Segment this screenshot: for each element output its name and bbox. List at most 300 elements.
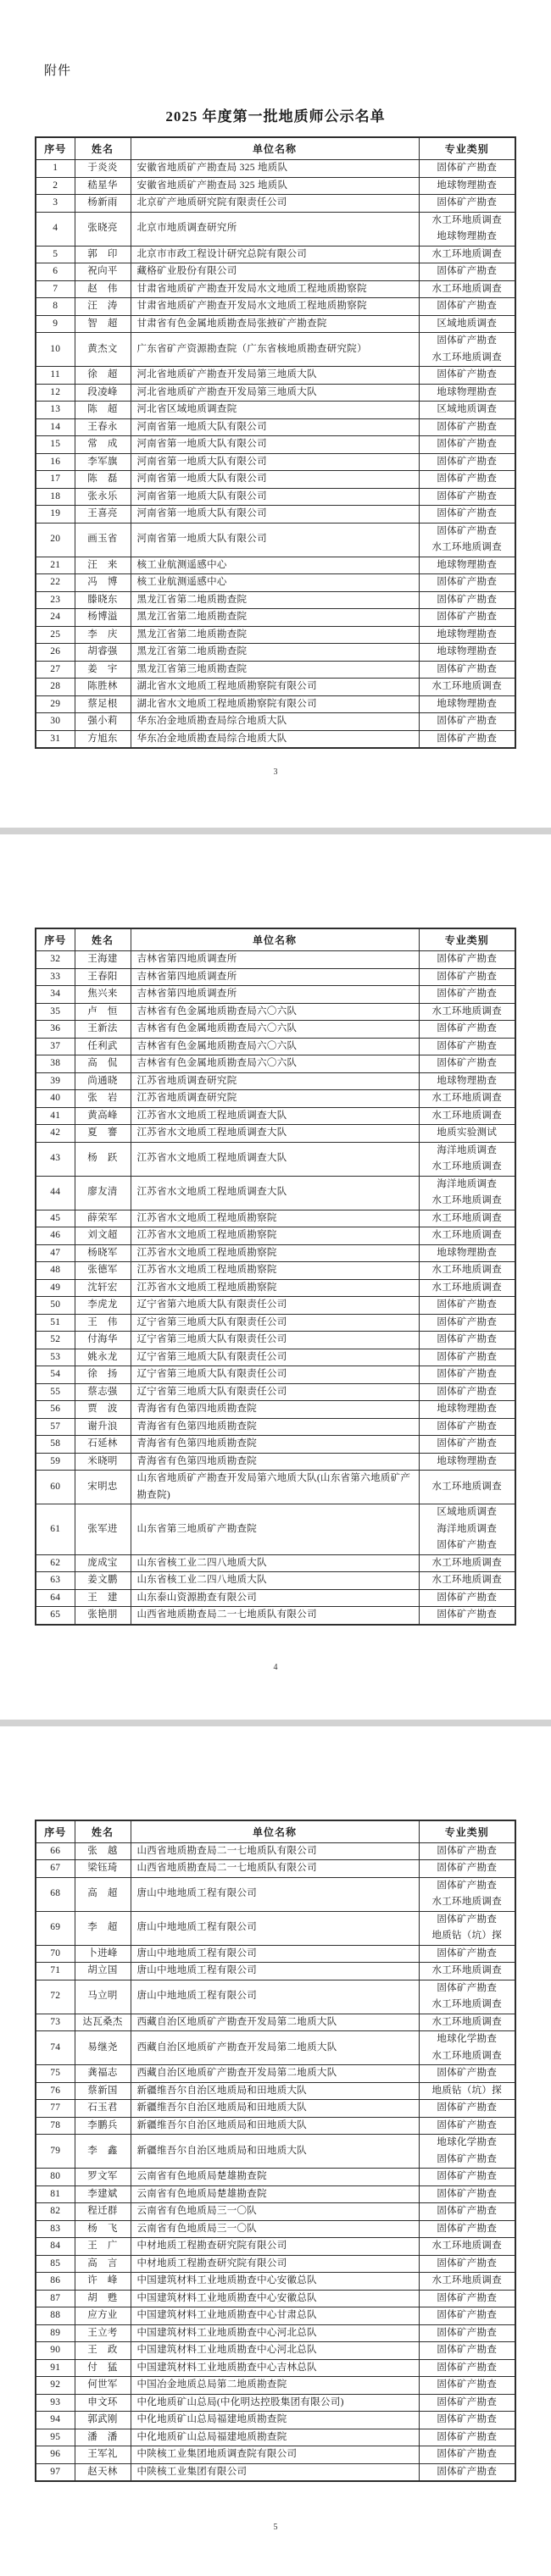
- table-row: [36, 1125, 515, 1143]
- cell-name: 王喜亮: [75, 506, 131, 524]
- category-line: 地质钻（坑）探: [421, 2083, 514, 2100]
- cell-name: 张晓亮: [75, 212, 131, 246]
- cell-unit-name: 黑龙江省第二地质勘查院: [131, 644, 419, 662]
- cell-serial-number: 78: [36, 2117, 75, 2135]
- cell-name: 沈轩宏: [75, 1279, 131, 1297]
- cell-category: [419, 2169, 515, 2186]
- cell-name: 付海华: [75, 1332, 131, 1349]
- cell-serial-number: 38: [36, 1055, 75, 1073]
- cell-name: 赵 伟: [75, 280, 131, 298]
- cell-unit-name: 唐山中地地质工程有限公司: [131, 1945, 419, 1963]
- table-row: [36, 2169, 515, 2186]
- category-line: 水工环地质调查: [421, 1963, 514, 1980]
- category-line: 区域地质调查: [421, 402, 514, 418]
- cell-category: [419, 1125, 515, 1143]
- cell-serial-number: 82: [36, 2203, 75, 2221]
- cell-unit-name: 吉林省第四地质调查所: [131, 986, 419, 1004]
- cell-name: 石延林: [75, 1436, 131, 1454]
- cell-serial-number: 1: [36, 160, 75, 178]
- cell-name: 蔡志强: [75, 1383, 131, 1401]
- cell-serial-number: 68: [36, 1877, 75, 1911]
- cell-category: [419, 626, 515, 644]
- table-header-row: [36, 928, 515, 951]
- cell-serial-number: 18: [36, 488, 75, 506]
- cell-category: [419, 679, 515, 696]
- cell-name: 段凌峰: [75, 384, 131, 402]
- table-row: [36, 2273, 515, 2291]
- cell-category: [419, 644, 515, 662]
- cell-category: [419, 160, 515, 178]
- cell-category: [419, 2117, 515, 2135]
- cell-category: [419, 2307, 515, 2325]
- cell-unit-name: 唐山中地地质工程有限公司: [131, 1963, 419, 1980]
- table-row: [36, 1554, 515, 1572]
- cell-unit-name: 云南省有色地质局三一〇队: [131, 2220, 419, 2238]
- cell-serial-number: 73: [36, 2014, 75, 2031]
- cell-serial-number: 5: [36, 246, 75, 263]
- table-row: [36, 695, 515, 713]
- cell-unit-name: 河北省区域地质调查院: [131, 402, 419, 419]
- cell-name: 画玉省: [75, 523, 131, 557]
- table-row: [36, 730, 515, 748]
- cell-unit-name: 北京市地质调查研究所: [131, 212, 419, 246]
- cell-serial-number: 12: [36, 384, 75, 402]
- cell-category: [419, 2273, 515, 2291]
- cell-unit-name: 广东省矿产资源勘查院（广东省核地质勘查研究院）: [131, 333, 419, 367]
- cell-category: [419, 1176, 515, 1210]
- cell-category: [419, 1297, 515, 1315]
- cell-unit-name: 中材地质工程勘查研究院有限公司: [131, 2238, 419, 2256]
- cell-unit-name: 藏格矿业股份有限公司: [131, 263, 419, 281]
- category-line: 地球物理勘查: [421, 178, 514, 195]
- cell-name: 陈 超: [75, 402, 131, 419]
- table-header-row: [36, 1820, 515, 1843]
- cell-serial-number: 62: [36, 1554, 75, 1572]
- cell-unit-name: 甘肃省地质矿产勘查开发局水文地质工程地质勘察院: [131, 280, 419, 298]
- cell-category: [419, 1383, 515, 1401]
- cell-name: 宋明忠: [75, 1471, 131, 1504]
- category-line: 固体矿产勘查: [421, 731, 514, 748]
- category-line: 固体矿产勘查: [421, 2186, 514, 2203]
- category-line: 固体矿产勘查: [421, 195, 514, 212]
- cell-name: 谢升浪: [75, 1418, 131, 1436]
- cell-name: 徐 扬: [75, 1366, 131, 1384]
- cell-unit-name: 江苏省水文地质工程地质调查大队: [131, 1125, 419, 1143]
- category-line: 地球化学勘查: [421, 2135, 514, 2152]
- category-line: 水工环地质调查: [421, 679, 514, 695]
- table-row: [36, 1453, 515, 1471]
- table-row: [36, 679, 515, 696]
- category-line: 固体矿产勘查: [421, 1332, 514, 1349]
- cell-unit-name: 安徽省地质矿产勘查局 325 地质队: [131, 177, 419, 195]
- table-row: [36, 1418, 515, 1436]
- cell-category: [419, 384, 515, 402]
- table-row: [36, 2203, 515, 2221]
- cell-category: [419, 1021, 515, 1039]
- cell-serial-number: 93: [36, 2394, 75, 2412]
- category-line: 水工环地质调查: [421, 1159, 514, 1176]
- cell-unit-name: 云南省有色地质局三一〇队: [131, 2203, 419, 2221]
- table-row: [36, 2255, 515, 2273]
- cell-unit-name: 青海省有色第四地质勘查院: [131, 1436, 419, 1454]
- category-line: 固体矿产勘查: [421, 1419, 514, 1436]
- category-line: 固体矿产勘查: [421, 419, 514, 436]
- table-row: [36, 1279, 515, 1297]
- cell-name: 李军旗: [75, 453, 131, 471]
- cell-name: 卜进峰: [75, 1945, 131, 1963]
- table-row: [36, 160, 515, 178]
- cell-serial-number: 86: [36, 2273, 75, 2291]
- cell-serial-number: 80: [36, 2169, 75, 2186]
- cell-name: 陈胜林: [75, 679, 131, 696]
- category-line: 固体矿产勘查: [421, 1039, 514, 1055]
- table-row: [36, 2290, 515, 2307]
- cell-category: [419, 298, 515, 316]
- cell-category: [419, 1554, 515, 1572]
- category-line: 固体矿产勘查: [421, 1055, 514, 1072]
- cell-serial-number: 96: [36, 2446, 75, 2464]
- category-line: 固体矿产勘查: [421, 524, 514, 540]
- cell-name: 高 言: [75, 2255, 131, 2273]
- cell-unit-name: 吉林省第四地质调查所: [131, 968, 419, 986]
- table-row: [36, 1980, 515, 2014]
- category-line: 水工环地质调查: [421, 2273, 514, 2290]
- category-line: 地球物理勘查: [421, 1401, 514, 1418]
- table-row: [36, 246, 515, 263]
- cell-category: [419, 557, 515, 574]
- cell-unit-name: 山东泰山资源勘查有限公司: [131, 1589, 419, 1607]
- table-row: [36, 1176, 515, 1210]
- category-line: 固体矿产勘查: [421, 1297, 514, 1314]
- table-row: [36, 2100, 515, 2118]
- cell-serial-number: 66: [36, 1842, 75, 1860]
- cell-name: 石玉君: [75, 2100, 131, 2118]
- category-line: 地球物理勘查: [421, 1454, 514, 1471]
- cell-name: 黄杰文: [75, 333, 131, 367]
- cell-serial-number: 48: [36, 1262, 75, 1280]
- cell-category: [419, 367, 515, 385]
- cell-category: [419, 1504, 515, 1555]
- table-row: [36, 263, 515, 281]
- cell-unit-name: 辽宁省第三地质大队有限责任公司: [131, 1383, 419, 1401]
- cell-name: 张艳朋: [75, 1607, 131, 1625]
- cell-name: 常 成: [75, 436, 131, 454]
- cell-serial-number: 52: [36, 1332, 75, 1349]
- table-row: [36, 2065, 515, 2083]
- cell-category: [419, 1090, 515, 1108]
- cell-category: [419, 695, 515, 713]
- table-row: [36, 968, 515, 986]
- cell-unit-name: 江苏省水文地质工程地质勘察院: [131, 1227, 419, 1245]
- cell-name: 汪 涛: [75, 298, 131, 316]
- table-row: [36, 1842, 515, 1860]
- cell-name: 陈 磊: [75, 471, 131, 489]
- table-row: [36, 574, 515, 592]
- category-line: 地质实验测试: [421, 1125, 514, 1142]
- cell-serial-number: 84: [36, 2238, 75, 2256]
- category-line: 固体矿产勘查: [421, 1537, 514, 1554]
- table-row: [36, 986, 515, 1004]
- cell-category: [419, 2065, 515, 2083]
- cell-serial-number: 76: [36, 2082, 75, 2100]
- cell-category: [419, 1227, 515, 1245]
- category-line: 固体矿产勘查: [421, 592, 514, 609]
- cell-serial-number: 44: [36, 1176, 75, 1210]
- table-row: [36, 644, 515, 662]
- cell-category: [419, 713, 515, 731]
- cell-name: 姜文鹏: [75, 1572, 131, 1590]
- category-line: 固体矿产勘查: [421, 2100, 514, 2117]
- cell-name: 刘文超: [75, 1227, 131, 1245]
- cell-serial-number: 6: [36, 263, 75, 281]
- cell-unit-name: 青海省有色第四地质勘查院: [131, 1401, 419, 1419]
- cell-serial-number: 11: [36, 367, 75, 385]
- cell-name: 赵天林: [75, 2463, 131, 2481]
- category-line: 固体矿产勘查: [421, 263, 514, 280]
- cell-name: 杨晓军: [75, 1244, 131, 1262]
- cell-serial-number: 94: [36, 2412, 75, 2429]
- table-row: [36, 1911, 515, 1945]
- table-row: [36, 1401, 515, 1419]
- category-line: 固体矿产勘查: [421, 2342, 514, 2359]
- cell-category: [419, 1436, 515, 1454]
- cell-name: 张 岩: [75, 1090, 131, 1108]
- cell-name: 罗文军: [75, 2169, 131, 2186]
- cell-name: 应方业: [75, 2307, 131, 2325]
- cell-serial-number: 55: [36, 1383, 75, 1401]
- cell-serial-number: 75: [36, 2065, 75, 2083]
- cell-unit-name: 黑龙江省第二地质勘查院: [131, 609, 419, 627]
- cell-name: 李虎龙: [75, 1297, 131, 1315]
- cell-serial-number: 42: [36, 1125, 75, 1143]
- cell-serial-number: 40: [36, 1090, 75, 1108]
- cell-serial-number: 29: [36, 695, 75, 713]
- table-row: [36, 2185, 515, 2203]
- cell-category: [419, 1142, 515, 1176]
- cell-name: 米晓明: [75, 1453, 131, 1471]
- cell-name: 李建斌: [75, 2185, 131, 2203]
- table-row: [36, 488, 515, 506]
- cell-unit-name: 华东冶金地质勘查局综合地质大队: [131, 730, 419, 748]
- cell-unit-name: 西藏自治区地质矿产勘查开发局第二地质大队: [131, 2031, 419, 2065]
- table-row: [36, 1314, 515, 1332]
- cell-unit-name: 江苏省地质调查研究院: [131, 1072, 419, 1090]
- cell-category: [419, 1860, 515, 1878]
- cell-unit-name: 中化地质矿山总局福建地质勘查院: [131, 2429, 419, 2446]
- cell-name: 王春永: [75, 418, 131, 436]
- category-line: 水工环地质调查: [421, 1997, 514, 2014]
- cell-category: [419, 951, 515, 969]
- cell-unit-name: 西藏自治区地质矿产勘查开发局第二地质大队: [131, 2065, 419, 2083]
- cell-category: [419, 1401, 515, 1419]
- table-row: [36, 1055, 515, 1073]
- cell-category: [419, 1589, 515, 1607]
- table-row: [36, 523, 515, 557]
- cell-name: 尚通晓: [75, 1072, 131, 1090]
- category-line: 固体矿产勘查: [421, 1590, 514, 1607]
- cell-serial-number: 28: [36, 679, 75, 696]
- category-line: 固体矿产勘查: [421, 2395, 514, 2412]
- cell-serial-number: 41: [36, 1107, 75, 1125]
- cell-serial-number: 19: [36, 506, 75, 524]
- cell-serial-number: 47: [36, 1244, 75, 1262]
- geologist-table: [35, 136, 516, 749]
- category-line: 固体矿产勘查: [421, 1436, 514, 1453]
- table-row: [36, 1244, 515, 1262]
- cell-category: [419, 453, 515, 471]
- table-row: [36, 1021, 515, 1039]
- category-line: 地球物理勘查: [421, 644, 514, 661]
- cell-serial-number: 43: [36, 1142, 75, 1176]
- table-row: [36, 1383, 515, 1401]
- cell-name: 张 越: [75, 1842, 131, 1860]
- category-line: 固体矿产勘查: [421, 1912, 514, 1929]
- category-line: 地质钻（坑）探: [421, 1928, 514, 1945]
- table-row: [36, 333, 515, 367]
- table-row: [36, 471, 515, 489]
- column-header: 姓名: [75, 1820, 131, 1843]
- category-line: 地球物理勘查: [421, 557, 514, 574]
- cell-name: 王海建: [75, 951, 131, 969]
- cell-name: 李鹏兵: [75, 2117, 131, 2135]
- cell-unit-name: 山东省核工业二四八地质大队: [131, 1554, 419, 1572]
- cell-category: [419, 2031, 515, 2065]
- cell-category: [419, 1210, 515, 1227]
- cell-unit-name: 江苏省水文地质工程地质勘察院: [131, 1244, 419, 1262]
- category-line: 区域地质调查: [421, 316, 514, 333]
- cell-serial-number: 34: [36, 986, 75, 1004]
- table-row: [36, 1607, 515, 1625]
- cell-name: 李 超: [75, 1911, 131, 1945]
- cell-category: [419, 1003, 515, 1021]
- cell-name: 张永乐: [75, 488, 131, 506]
- cell-category: [419, 2463, 515, 2481]
- cell-serial-number: 25: [36, 626, 75, 644]
- cell-unit-name: 青海省有色第四地质勘查院: [131, 1418, 419, 1436]
- category-line: 固体矿产勘查: [421, 1860, 514, 1877]
- cell-name: 王春阳: [75, 968, 131, 986]
- cell-serial-number: 91: [36, 2359, 75, 2377]
- category-line: 固体矿产勘查: [421, 160, 514, 177]
- cell-unit-name: 河南省第一地质大队有限公司: [131, 471, 419, 489]
- cell-unit-name: 河南省第一地质大队有限公司: [131, 488, 419, 506]
- category-line: 固体矿产勘查: [421, 1021, 514, 1038]
- page-separator: [0, 828, 551, 834]
- table-row: [36, 1107, 515, 1125]
- category-line: 固体矿产勘查: [421, 489, 514, 506]
- cell-unit-name: 山东省第三地质矿产勘查院: [131, 1504, 419, 1555]
- column-header: 单位名称: [131, 137, 419, 160]
- table-row: [36, 1072, 515, 1090]
- cell-category: [419, 968, 515, 986]
- cell-category: [419, 2290, 515, 2307]
- cell-unit-name: 河南省第一地质大队有限公司: [131, 453, 419, 471]
- table-row: [36, 195, 515, 213]
- category-line: 固体矿产勘查: [421, 2360, 514, 2377]
- page-number: 5: [0, 2523, 551, 2576]
- cell-unit-name: 青海省有色第四地质勘查院: [131, 1453, 419, 1471]
- table-row: [36, 280, 515, 298]
- cell-unit-name: 山东省核工业二四八地质大队: [131, 1572, 419, 1590]
- table-row: [36, 2014, 515, 2031]
- cell-serial-number: 77: [36, 2100, 75, 2118]
- category-line: 固体矿产勘查: [421, 506, 514, 523]
- cell-serial-number: 90: [36, 2342, 75, 2360]
- cell-name: 冯 博: [75, 574, 131, 592]
- cell-unit-name: 核工业航测遥感中心: [131, 557, 419, 574]
- category-line: 地球物理勘查: [421, 385, 514, 402]
- table-row: [36, 1038, 515, 1055]
- cell-serial-number: 16: [36, 453, 75, 471]
- cell-category: [419, 333, 515, 367]
- cell-serial-number: 58: [36, 1436, 75, 1454]
- cell-serial-number: 49: [36, 1279, 75, 1297]
- cell-category: [419, 1911, 515, 1945]
- category-line: 固体矿产勘查: [421, 2464, 514, 2481]
- category-line: 水工环地质调查: [421, 281, 514, 298]
- cell-unit-name: 黑龙江省第二地质勘查院: [131, 591, 419, 609]
- cell-name: 张军进: [75, 1504, 131, 1555]
- cell-serial-number: 63: [36, 1572, 75, 1590]
- cell-unit-name: 中国建筑材料工业地质勘查中心甘肃总队: [131, 2307, 419, 2325]
- cell-serial-number: 4: [36, 212, 75, 246]
- column-header: 专业类别: [419, 1820, 515, 1843]
- category-line: 固体矿产勘查: [421, 1349, 514, 1366]
- cell-unit-name: 江苏省水文地质工程地质调查大队: [131, 1142, 419, 1176]
- cell-name: 王 广: [75, 2238, 131, 2256]
- table-row: [36, 2238, 515, 2256]
- cell-unit-name: 中国冶金地质总局第二地质勘查院: [131, 2377, 419, 2395]
- cell-category: [419, 1244, 515, 1262]
- cell-serial-number: 59: [36, 1453, 75, 1471]
- column-header: 单位名称: [131, 928, 419, 951]
- table-row: [36, 1860, 515, 1878]
- cell-serial-number: 24: [36, 609, 75, 627]
- cell-unit-name: 甘肃省地质矿产勘查开发局水文地质工程地质勘察院: [131, 298, 419, 316]
- cell-category: [419, 1332, 515, 1349]
- category-line: 地球物理勘查: [421, 696, 514, 713]
- category-line: 固体矿产勘查: [421, 2446, 514, 2463]
- cell-category: [419, 730, 515, 748]
- cell-name: 廖友清: [75, 1176, 131, 1210]
- category-line: 固体矿产勘查: [421, 2169, 514, 2185]
- cell-serial-number: 92: [36, 2377, 75, 2395]
- cell-name: 高 超: [75, 1877, 131, 1911]
- document-page-1: [0, 0, 551, 828]
- cell-category: [419, 591, 515, 609]
- table-row: [36, 1504, 515, 1555]
- category-line: 固体矿产勘查: [421, 1384, 514, 1401]
- cell-name: 姜 宇: [75, 661, 131, 679]
- category-line: 固体矿产勘查: [421, 2152, 514, 2169]
- cell-category: [419, 2359, 515, 2377]
- page-separator: [0, 1720, 551, 1726]
- table-row: [36, 1332, 515, 1349]
- cell-unit-name: 山西省地质勘查局二一七地质队有限公司: [131, 1607, 419, 1625]
- cell-category: [419, 2412, 515, 2429]
- cell-name: 杨 跃: [75, 1142, 131, 1176]
- cell-unit-name: 辽宁省第六地质大队有限责任公司: [131, 1297, 419, 1315]
- cell-category: [419, 212, 515, 246]
- cell-name: 薛荣军: [75, 1210, 131, 1227]
- cell-name: 祝向平: [75, 263, 131, 281]
- category-line: 固体矿产勘查: [421, 662, 514, 679]
- cell-serial-number: 45: [36, 1210, 75, 1227]
- cell-unit-name: 新疆维吾尔自治区地质局和田地质大队: [131, 2082, 419, 2100]
- cell-serial-number: 17: [36, 471, 75, 489]
- category-line: 固体矿产勘查: [421, 2325, 514, 2342]
- category-line: 固体矿产勘查: [421, 1980, 514, 1997]
